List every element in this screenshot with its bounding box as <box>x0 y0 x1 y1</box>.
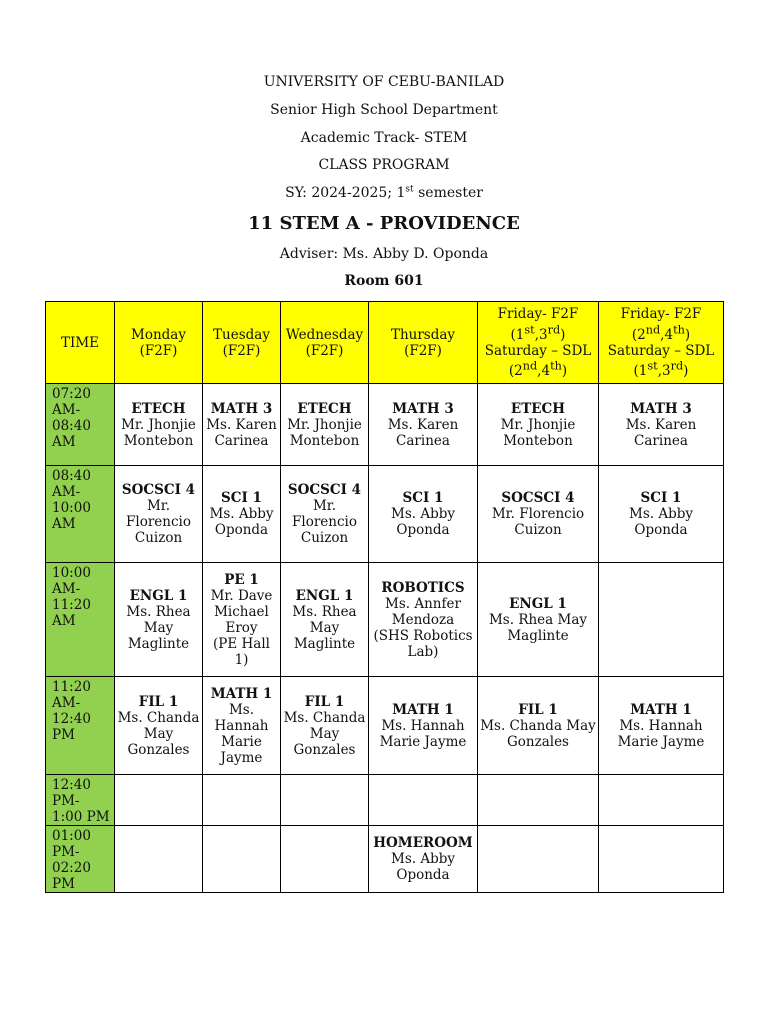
teacher-line: Cuizon <box>134 530 183 546</box>
schedule-body <box>46 384 724 893</box>
teacher-line: Mr. <box>146 498 171 514</box>
schedule-cell <box>203 677 281 775</box>
subject-name: SOCSCI 4 <box>501 490 575 506</box>
schedule-cell <box>369 775 478 826</box>
schedule-cell <box>599 466 724 563</box>
teacher-line: Maglinte <box>127 635 190 652</box>
teacher-line: Montebon <box>289 432 360 449</box>
time-cell <box>46 384 115 466</box>
subject-name: MATH 3 <box>210 400 273 417</box>
table-row <box>46 563 724 677</box>
schedule-cell <box>281 563 369 677</box>
schedule-cell <box>115 466 203 563</box>
teacher-line: Mr. Florencio <box>491 506 585 522</box>
col-friday-a <box>478 302 599 384</box>
teacher-line: Oponda <box>214 522 269 538</box>
subject-name: SCI 1 <box>221 490 262 506</box>
time-cell <box>46 775 115 826</box>
time-line: 12:40 <box>52 777 91 793</box>
schedule-cell <box>203 563 281 677</box>
teacher-line: Ms. Annfer <box>385 595 461 612</box>
col-friday-b-line3: Saturday – SDL <box>607 342 715 359</box>
time-cell <box>46 677 115 775</box>
col-friday-a-line2: (1st,3rd) <box>510 323 566 343</box>
schedule-cell <box>115 384 203 466</box>
time-line: AM- <box>52 581 81 597</box>
time-line: PM <box>52 727 75 743</box>
col-friday-a-line3: Saturday – SDL <box>484 342 592 359</box>
subject-name: MATH 1 <box>630 701 692 718</box>
schedule-cell <box>478 775 599 826</box>
teacher-line: Ms. Chanda May <box>480 717 596 734</box>
col-friday-b-line4: (1st,3rd) <box>633 359 689 379</box>
teacher-line: Cuizon <box>300 530 349 546</box>
program-label: CLASS PROGRAM <box>318 157 450 173</box>
teacher-line: Maglinte <box>293 635 356 652</box>
teacher-line: Oponda <box>396 522 450 538</box>
teacher-line: Ms. Chanda <box>117 709 200 726</box>
teacher-line: May <box>143 619 174 636</box>
sy-suffix: semester <box>413 185 483 201</box>
adviser-line: Adviser: Ms. Abby D. Oponda <box>279 246 489 262</box>
table-row <box>46 384 724 466</box>
time-line: AM <box>52 613 76 629</box>
teacher-line: Lab) <box>407 643 439 660</box>
teacher-line: Ms. Hannah <box>381 717 465 734</box>
time-line: AM- <box>52 695 81 711</box>
teacher-line: (SHS Robotics <box>373 627 473 644</box>
time-line: PM <box>52 876 75 892</box>
header-row <box>46 302 724 384</box>
teacher-line: Ms. <box>228 701 255 718</box>
subject-name: SCI 1 <box>402 490 444 506</box>
col-thursday-mode: (F2F) <box>404 342 442 359</box>
subject-name: PE 1 <box>224 571 259 588</box>
teacher-line: Marie Jayme <box>617 733 705 750</box>
teacher-line: Montebon <box>123 432 194 449</box>
teacher-line: Gonzales <box>127 741 190 758</box>
time-line: AM <box>52 434 76 450</box>
schedule-cell <box>203 466 281 563</box>
time-line: 10:00 <box>52 500 91 516</box>
time-line: 08:40 <box>52 418 91 434</box>
time-cell <box>46 466 115 563</box>
teacher-line: Ms. Abby <box>391 851 455 867</box>
time-line: 1:00 PM <box>52 809 110 825</box>
subject-name: ETECH <box>131 400 186 417</box>
schedule-cell <box>369 563 478 677</box>
col-monday-day: Monday <box>131 326 186 343</box>
table-row <box>46 466 724 563</box>
sy-sup: st <box>405 184 414 195</box>
teacher-line: Hannah <box>214 717 269 734</box>
schedule-cell <box>599 775 724 826</box>
teacher-line: Mendoza <box>391 611 455 628</box>
col-thursday-day: Thursday <box>390 326 456 343</box>
schedule-cell <box>478 677 599 775</box>
col-friday-a-line4: (2nd,4th) <box>508 359 568 379</box>
schedule-cell <box>599 563 724 677</box>
time-line: 11:20 <box>52 597 91 613</box>
col-tuesday <box>203 302 281 384</box>
teacher-line: Ms. Rhea <box>292 603 357 620</box>
table-row <box>46 677 724 775</box>
teacher-line: Ms. Abby Oponda <box>629 506 693 538</box>
schedule-cell <box>478 563 599 677</box>
teacher-line: Eroy <box>225 619 258 636</box>
teacher-line: Florencio <box>126 514 191 530</box>
schedule-cell <box>115 775 203 826</box>
time-line: PM- <box>52 793 80 809</box>
col-friday-b-line2: (2nd,4th) <box>631 323 691 343</box>
time-line: 08:40 <box>52 468 91 484</box>
time-line: 07:20 <box>52 386 91 402</box>
subject-name: FIL 1 <box>518 701 558 718</box>
schedule-cell <box>203 384 281 466</box>
class-schedule-table <box>45 301 724 893</box>
time-line: AM- <box>52 402 81 418</box>
teacher-line: Marie Jayme <box>379 733 467 750</box>
schedule-cell <box>369 384 478 466</box>
teacher-line: Montebon <box>503 432 573 449</box>
time-line: 11:20 <box>52 679 91 695</box>
schedule-cell <box>115 563 203 677</box>
teacher-line: Ms. Rhea May <box>488 611 588 628</box>
schedule-cell <box>281 384 369 466</box>
table-row <box>46 775 724 826</box>
subject-name: SCI 1 <box>640 490 682 506</box>
schedule-cell <box>369 677 478 775</box>
schedule-cell <box>203 775 281 826</box>
teacher-line: Michael <box>214 603 269 620</box>
subject-name: MATH 1 <box>210 685 273 702</box>
teacher-line: Ms. Karen <box>387 416 459 433</box>
subject-name: FIL 1 <box>138 693 179 710</box>
table-row <box>46 826 724 893</box>
teacher-line: Cuizon <box>514 522 562 538</box>
room-label: Room 601 <box>344 273 424 289</box>
subject-name: ETECH <box>297 400 352 417</box>
school-year <box>0 184 768 202</box>
subject-name: ENGL 1 <box>129 587 188 604</box>
col-tuesday-day: Tuesday <box>213 326 270 343</box>
teacher-line: Ms. Hannah <box>619 717 703 734</box>
col-monday <box>115 302 203 384</box>
schedule-cell <box>599 826 724 893</box>
teacher-line: Marie <box>221 733 262 750</box>
teacher-line: Mr. Dave <box>210 587 273 604</box>
section-title: 11 STEM A - PROVIDENCE <box>248 213 520 234</box>
col-friday-b-line1: Friday- F2F <box>620 306 702 322</box>
schedule-cell <box>281 826 369 893</box>
subject-name: ETECH <box>510 400 566 417</box>
subject-name: ENGL 1 <box>509 595 567 612</box>
sy-prefix: SY: 2024-2025; 1 <box>285 185 406 201</box>
teacher-line: Mr. <box>312 498 337 514</box>
teacher-line: Carinea <box>634 432 688 449</box>
teacher-line: Carinea <box>214 432 269 449</box>
teacher-line: Ms. Chanda <box>283 709 366 726</box>
teacher-line: Gonzales <box>293 741 356 758</box>
teacher-line: Oponda <box>396 867 450 883</box>
subject-name: ROBOTICS <box>381 579 465 596</box>
time-line: 02:20 <box>52 860 91 876</box>
col-friday-b <box>599 302 724 384</box>
subject-name: MATH 3 <box>630 400 692 417</box>
subject-name: ENGL 1 <box>295 587 354 604</box>
col-friday-a-line1: Friday- F2F <box>497 306 579 322</box>
time-line: AM- <box>52 484 81 500</box>
teacher-line: Ms. Abby <box>209 506 274 522</box>
teacher-line: May <box>309 725 340 742</box>
schedule-cell <box>599 384 724 466</box>
schedule-cell <box>369 466 478 563</box>
col-thursday <box>369 302 478 384</box>
col-wednesday-mode: (F2F) <box>305 342 344 359</box>
teacher-line: Ms. Karen <box>625 416 697 433</box>
schedule-cell <box>281 775 369 826</box>
time-cell <box>46 563 115 677</box>
teacher-line: Mr. Jhonjie <box>500 416 576 433</box>
teacher-line: 1) <box>234 651 249 668</box>
col-time <box>46 302 115 384</box>
university-name: UNIVERSITY OF CEBU-BANILAD <box>263 74 505 90</box>
subject-name: SOCSCI 4 <box>121 482 196 498</box>
time-line: 01:00 <box>52 828 91 844</box>
time-line: 12:40 <box>52 711 91 727</box>
teacher-line: Maglinte <box>507 627 569 644</box>
teacher-line: Florencio <box>292 514 357 530</box>
schedule-cell <box>115 826 203 893</box>
teacher-line: Ms. Rhea <box>126 603 191 620</box>
subject-name: SOCSCI 4 <box>287 482 362 498</box>
schedule-cell <box>115 677 203 775</box>
subject-name: MATH 1 <box>392 701 454 718</box>
subject-name: HOMEROOM <box>373 835 473 851</box>
time-line: AM <box>52 516 76 532</box>
col-tuesday-mode: (F2F) <box>222 342 261 359</box>
teacher-line: Carinea <box>396 432 450 449</box>
schedule-cell <box>281 677 369 775</box>
teacher-line: May <box>143 725 174 742</box>
subject-name: FIL 1 <box>304 693 345 710</box>
time-cell <box>46 826 115 893</box>
schedule-cell <box>478 466 599 563</box>
col-time-label: TIME <box>60 334 99 351</box>
schedule-cell <box>369 826 478 893</box>
col-wednesday <box>281 302 369 384</box>
teacher-line: (PE Hall <box>213 635 270 652</box>
teacher-line: Jayme <box>220 749 263 766</box>
time-line: 10:00 <box>52 565 91 581</box>
track-name: Academic Track- STEM <box>300 130 468 146</box>
schedule-cell <box>281 466 369 563</box>
teacher-line: Ms. Karen <box>206 416 277 433</box>
teacher-line: Mr. Jhonjie <box>287 416 362 433</box>
teacher-line: May <box>309 619 340 636</box>
schedule-cell <box>203 826 281 893</box>
subject-name: MATH 3 <box>392 400 454 417</box>
department-name: Senior High School Department <box>270 102 498 118</box>
schedule-cell <box>599 677 724 775</box>
schedule-cell <box>478 384 599 466</box>
col-monday-mode: (F2F) <box>139 342 178 359</box>
schedule-cell <box>478 826 599 893</box>
teacher-line: Ms. Abby <box>391 506 455 522</box>
time-line: PM- <box>52 844 80 860</box>
teacher-line: Mr. Jhonjie <box>121 416 196 433</box>
teacher-line: Gonzales <box>506 733 569 750</box>
col-wednesday-day: Wednesday <box>285 326 364 343</box>
